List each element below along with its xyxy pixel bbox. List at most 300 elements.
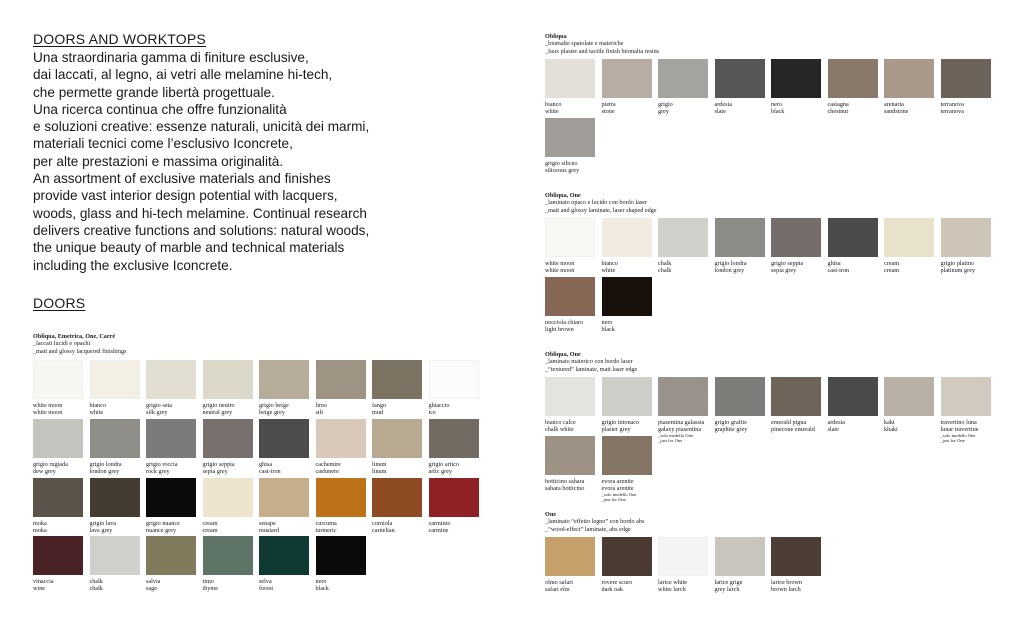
swatch-label [602, 579, 652, 593]
swatch-name-it: grigio grafite [714, 418, 747, 426]
swatch [658, 218, 708, 274]
swatch-label [715, 579, 765, 593]
swatch [545, 59, 595, 115]
swatch-name-en: white [545, 108, 559, 116]
intro-line: An assortment of exclusive materials and finishes [33, 171, 331, 187]
swatch-name-it: cream [884, 259, 900, 267]
swatch-name-en: slate [714, 108, 726, 116]
swatch [884, 377, 934, 433]
swatch-chip [316, 360, 366, 399]
swatch-name-en: cast-iron [827, 267, 850, 275]
swatch-label [203, 578, 253, 592]
intro-section [33, 31, 433, 274]
swatch [33, 536, 83, 592]
swatch-label [715, 101, 765, 115]
group-title-line: _“textured” laminate, matt laser edge [545, 365, 638, 373]
swatch-label [658, 260, 708, 274]
swatch [602, 436, 652, 502]
swatch-name-it: arenaria [884, 100, 904, 108]
swatch-name-it: salvia [146, 578, 161, 586]
swatch-name-en: white moon [545, 267, 575, 275]
swatch [715, 59, 765, 115]
swatch-chip [203, 360, 253, 399]
swatch-name-it: kaki [884, 418, 895, 426]
swatch-name-it: larice brown [771, 578, 803, 586]
swatch [259, 536, 309, 592]
section-heading-doors: DOORS [33, 295, 86, 311]
swatch-name-it: grigio seppia [202, 460, 235, 468]
swatch-name-en: evora arenite [601, 484, 634, 492]
swatch-name-it: pietra [601, 100, 616, 108]
swatch [545, 436, 595, 492]
swatch-label [316, 402, 366, 416]
swatch-chip [146, 419, 196, 458]
swatch-chip [715, 59, 765, 98]
swatch-name-it: chalk [89, 578, 103, 586]
swatch-chip [941, 377, 991, 416]
swatch-name-it: ardesia [827, 418, 846, 426]
intro-line: e soluzioni creative: essenze naturali, unicità dei marmi, [33, 119, 370, 135]
swatch-label [146, 578, 196, 592]
group-title-line: _biomalte spatolate e materiche [545, 40, 624, 48]
swatch-name-en: white [89, 409, 104, 417]
swatch-label [33, 461, 83, 475]
swatch-name-it: white moon [33, 401, 63, 409]
swatch [545, 218, 595, 274]
swatch-name-en: rock grey [146, 467, 170, 475]
swatch [429, 419, 479, 475]
swatch-label [429, 461, 479, 475]
swatch-name-it: selva [259, 578, 272, 586]
swatch-name-en: khaki [884, 426, 898, 434]
swatch-name-it: grigio lava [89, 519, 117, 527]
intro-line: per alte prestazioni e massima originalità. [33, 153, 284, 169]
swatch [771, 537, 821, 593]
group-title-line: _laccati lucidi e opachi [33, 340, 91, 348]
swatch-label [259, 578, 309, 592]
swatch-chip [545, 377, 595, 416]
swatch-name-en: sandstone [884, 108, 909, 116]
swatch-name-it: grigio beige [259, 401, 289, 409]
swatch-name-it: corniola [372, 519, 393, 527]
swatch-name-it: grigio artico [428, 460, 459, 468]
swatch-name-it: linum [372, 460, 387, 468]
swatch-label [33, 520, 83, 534]
swatch-chip [658, 377, 708, 416]
swatch-chip [316, 419, 366, 458]
swatch-name-en: terranova [940, 108, 964, 116]
swatch-label [771, 419, 821, 433]
swatch-name-en: white [601, 267, 616, 275]
swatch-chip [884, 377, 934, 416]
swatch-chip [771, 537, 821, 576]
swatch-label [203, 520, 253, 534]
swatch-chip [33, 536, 83, 575]
swatch-name-en: mustard [259, 526, 279, 534]
swatch-name-en: forest [259, 585, 274, 593]
swatch-name-en: sepia grey [771, 267, 797, 275]
swatch-name-it: grigio neutro [202, 401, 235, 409]
swatch-label [602, 419, 652, 433]
swatch-note: _solo modello One [940, 433, 976, 439]
swatch-chip [372, 360, 422, 399]
swatch-chip [884, 59, 934, 98]
swatch [203, 478, 253, 534]
swatch-group-biomalta [545, 33, 964, 174]
swatch-name-en: nuance grey [146, 526, 177, 534]
swatch [316, 478, 366, 534]
swatch-chip [259, 478, 309, 517]
group-title [545, 33, 659, 55]
swatch-chip [602, 436, 652, 475]
swatch-name-it: bianco calce [545, 418, 576, 426]
section-heading-doors-worktops: DOORS AND WORKTOPS [33, 31, 206, 47]
swatch-name-en: silk grey [146, 409, 168, 417]
swatch-label [259, 402, 309, 416]
swatch-chip [429, 360, 479, 399]
group-title [545, 192, 657, 214]
swatch-name-en: cast-iron [259, 467, 281, 475]
group-title [33, 333, 126, 355]
swatch-name-it: ghisa [259, 460, 273, 468]
group-title-models: Obliqua, One [545, 351, 581, 358]
swatch-name-it: senape [259, 519, 276, 527]
swatch-label [602, 260, 652, 274]
swatch-name-it: nocciola chiaro [545, 318, 583, 326]
intro-line: delivers creative functions and solutions: natural woods, [33, 222, 370, 238]
group-title-models: Obliqua [545, 33, 567, 40]
intro-line: woods, glass and hi-tech melamine. Continual research [33, 205, 367, 221]
swatch-label [316, 578, 366, 592]
swatch-label [941, 260, 991, 274]
group-title [545, 351, 637, 373]
swatch-name-en: stone [601, 108, 615, 116]
swatch-name-it: white moon [545, 259, 575, 267]
swatch [884, 59, 934, 115]
intro-line: including the exclusive Iconcrete. [33, 257, 233, 273]
swatch-name-en: black [771, 108, 785, 116]
swatch [146, 536, 196, 592]
swatch-group-laminato [545, 192, 976, 333]
swatch [941, 59, 991, 115]
swatch-name-en: linum [372, 467, 387, 475]
swatch-group-materico [545, 351, 979, 502]
swatch-name-en: black [315, 585, 329, 593]
swatch-name-it: vinaccia [33, 578, 54, 586]
swatch [33, 419, 83, 475]
swatch-name-en: carmine [428, 526, 449, 534]
swatch [658, 537, 708, 593]
swatch-name-en: lava grey [89, 526, 113, 534]
swatch [602, 277, 652, 333]
swatch-name-en: carnelian [372, 526, 395, 534]
swatch-name-it: ghiaccio [428, 401, 450, 409]
swatch-label [90, 402, 140, 416]
swatch-name-en: beige grey [259, 409, 285, 417]
swatch-name-en: artic grey [428, 467, 453, 475]
swatch-label [828, 260, 878, 274]
swatch-label [828, 419, 878, 433]
swatch [602, 218, 652, 274]
swatch-name-it: carminio [428, 519, 451, 527]
swatch-name-en: safari elm [545, 586, 570, 594]
swatch [602, 537, 652, 593]
swatch-label [429, 402, 479, 416]
swatch-chip [828, 218, 878, 257]
swatch-name-it: cream [202, 519, 218, 527]
swatch-chip [33, 419, 83, 458]
swatch-label [545, 478, 595, 492]
swatch-name-it: curcuma [315, 519, 337, 527]
swatch-name-en: lunar travertine [940, 426, 979, 434]
intro-paragraph [33, 49, 433, 274]
swatch-chip [146, 536, 196, 575]
swatch-name-it: grigio [658, 100, 673, 108]
swatch-chip [602, 218, 652, 257]
swatch-chip [259, 360, 309, 399]
swatch-name-it: grigio nuance [146, 519, 180, 527]
swatch-label [90, 461, 140, 475]
swatch-name-it: grigio rugiada [33, 460, 68, 468]
swatch-name-it: cachemire [315, 460, 341, 468]
swatch-label [316, 520, 366, 534]
swatch-label [545, 319, 595, 333]
swatch-name-it: grigio platino [940, 259, 975, 267]
swatch-name-it: grigio siliceo [545, 159, 578, 167]
group-title-line: _“wood-effect” laminate, abs edge [545, 525, 631, 533]
swatch-label [545, 419, 595, 433]
swatch [715, 218, 765, 274]
swatch [259, 360, 309, 416]
swatch [90, 360, 140, 416]
swatch-label [828, 101, 878, 115]
swatch-chip [33, 478, 83, 517]
swatch [259, 419, 309, 475]
swatch-name-it: ardesia [714, 100, 733, 108]
group-title-line: _laminato “effetto legno” con bordo abs [545, 518, 645, 526]
swatch-name-en: platinum grey [940, 267, 976, 275]
swatch-label [203, 461, 253, 475]
swatch [90, 419, 140, 475]
swatch [372, 360, 422, 416]
swatch [90, 478, 140, 534]
swatch [316, 536, 366, 592]
swatch [545, 277, 595, 333]
swatch-chip [203, 536, 253, 575]
swatch-name-it: bianco [545, 100, 562, 108]
swatch-name-it: grigio londra [714, 259, 747, 267]
swatch-name-en: london grey [714, 267, 745, 275]
swatch-label [33, 578, 83, 592]
swatch-name-it: travertino luna [940, 418, 977, 426]
swatch [33, 478, 83, 534]
swatch [658, 377, 708, 443]
swatch-name-it: grigio seppia [771, 259, 804, 267]
intro-line: che permette grande libertà progettuale. [33, 84, 275, 100]
swatch-name-it: grigio roccia [146, 460, 178, 468]
swatch [602, 377, 652, 433]
swatch-name-it: larice white [658, 578, 688, 586]
group-title-line: _matt and glossy lacquered finishings [33, 347, 127, 355]
swatch-chip [429, 478, 479, 517]
swatch-chip [602, 537, 652, 576]
swatch-chip [316, 478, 366, 517]
intro-line: Una ricerca continua che offre funzionalità [33, 101, 287, 117]
swatch-name-en: black [601, 325, 615, 333]
swatch-name-it: timo [202, 578, 214, 586]
swatch [203, 419, 253, 475]
intro-line: materiali tecnici come l’esclusivo Iconcrete, [33, 136, 293, 152]
swatch [545, 537, 595, 593]
swatch-label [146, 402, 196, 416]
swatch-label [372, 520, 422, 534]
swatch-name-en: siliceous grey [545, 166, 580, 174]
swatch [545, 377, 595, 433]
swatch-name-en: mud [372, 409, 384, 417]
swatch-chip [372, 478, 422, 517]
swatch-label [259, 461, 309, 475]
swatch-chip [545, 537, 595, 576]
swatch-chip [259, 419, 309, 458]
swatch-name-it: nero [601, 318, 613, 326]
group-title-models: One [545, 511, 557, 518]
swatch [146, 419, 196, 475]
swatch [941, 377, 991, 443]
swatch-chip [545, 218, 595, 257]
swatch-name-en: light brown [545, 325, 574, 333]
swatch [884, 218, 934, 274]
swatch-label [715, 419, 765, 433]
swatch [429, 478, 479, 534]
swatch-name-en: dark oak [601, 586, 623, 594]
intro-line: Una straordinaria gamma di finiture esclusive, [33, 50, 309, 65]
swatch-group-doors-lacquer [33, 333, 459, 593]
swatch-name-it: fango [372, 401, 387, 409]
swatch-label [941, 419, 991, 443]
swatch-label [884, 419, 934, 433]
swatch-chip [146, 360, 196, 399]
swatch [828, 218, 878, 274]
swatch-chip [33, 360, 83, 399]
intro-line: provide vast interior design potential with lacquers, [33, 188, 338, 204]
swatch-name-en: white larch [658, 586, 686, 594]
swatch-chip [884, 218, 934, 257]
swatch-name-en: chestnut [827, 108, 849, 116]
swatch-chip [715, 377, 765, 416]
swatch-name-en: galaxy piasentina [658, 426, 702, 434]
swatch-label [90, 578, 140, 592]
swatch-name-it: ghisa [827, 259, 841, 267]
swatch-chip [90, 419, 140, 458]
swatch-note: _just for One [658, 438, 683, 444]
swatch-name-en: sage [146, 585, 157, 593]
swatch-chip [203, 478, 253, 517]
swatch-name-it: moka [33, 519, 47, 527]
swatch-note: _just for One [940, 438, 965, 444]
swatch-chip [602, 277, 652, 316]
swatch [203, 360, 253, 416]
swatch-chip [90, 478, 140, 517]
swatch-chip [715, 537, 765, 576]
swatch-name-it: grigio intonaco [601, 418, 640, 426]
swatch-chip [146, 478, 196, 517]
swatch-chip [771, 377, 821, 416]
swatch-name-en: wine [33, 585, 46, 593]
swatch [203, 536, 253, 592]
swatch-label [259, 520, 309, 534]
swatch [771, 59, 821, 115]
swatch [316, 360, 366, 416]
swatch-label [602, 478, 652, 502]
swatch [33, 360, 83, 416]
group-title-models: Obliqua, One [545, 192, 581, 199]
swatch-name-en: sepia grey [202, 467, 228, 475]
swatch [429, 360, 479, 416]
swatch-name-en: moka [33, 526, 47, 534]
swatch-name-en: chalk [658, 267, 672, 275]
swatch-label [715, 260, 765, 274]
swatch-name-it: emerald pigna [771, 418, 807, 426]
swatch-label [90, 520, 140, 534]
swatch-name-it: grigio seta [146, 401, 172, 409]
swatch-name-en: ice [428, 409, 436, 417]
swatch-chip [90, 360, 140, 399]
swatch-name-it: larice grige [714, 578, 743, 586]
swatch-name-en: london grey [89, 467, 120, 475]
swatch-label [429, 520, 479, 534]
swatch-name-it: evora arenite [601, 477, 634, 485]
swatch-chip [771, 218, 821, 257]
swatch-chip [372, 419, 422, 458]
swatch-name-en: plaster grey [601, 426, 631, 434]
swatch-chip [259, 536, 309, 575]
swatch-name-it: castagna [827, 100, 849, 108]
swatch-chip [828, 377, 878, 416]
swatch-chip [545, 118, 595, 157]
swatch-label [545, 260, 595, 274]
swatch-name-it: grigio londra [89, 460, 122, 468]
swatch [658, 59, 708, 115]
group-title [545, 511, 644, 533]
swatch [146, 478, 196, 534]
swatch-name-en: grey larch [714, 586, 740, 594]
swatch-name-it: limo [315, 401, 327, 409]
swatch-chip [316, 536, 366, 575]
swatch [545, 118, 595, 174]
swatch-chip [602, 59, 652, 98]
swatch-label [884, 101, 934, 115]
swatch-label [372, 402, 422, 416]
group-title-line: _laminato materico con bordo laser [545, 358, 633, 366]
swatch [941, 218, 991, 274]
swatch-chip [545, 277, 595, 316]
swatch-name-en: brown larch [771, 586, 801, 594]
swatch-name-en: cream [202, 526, 218, 534]
swatch-label [545, 160, 595, 174]
swatch-group-legno [545, 511, 803, 594]
swatch-label [771, 260, 821, 274]
swatch-chip [828, 59, 878, 98]
swatch [259, 478, 309, 534]
swatch [828, 377, 878, 433]
swatch-chip [545, 436, 595, 475]
swatch-label [658, 579, 708, 593]
swatch [90, 536, 140, 592]
swatch-note: _just for One [601, 496, 626, 502]
swatch-label [372, 461, 422, 475]
swatch-label [771, 101, 821, 115]
swatch [372, 419, 422, 475]
